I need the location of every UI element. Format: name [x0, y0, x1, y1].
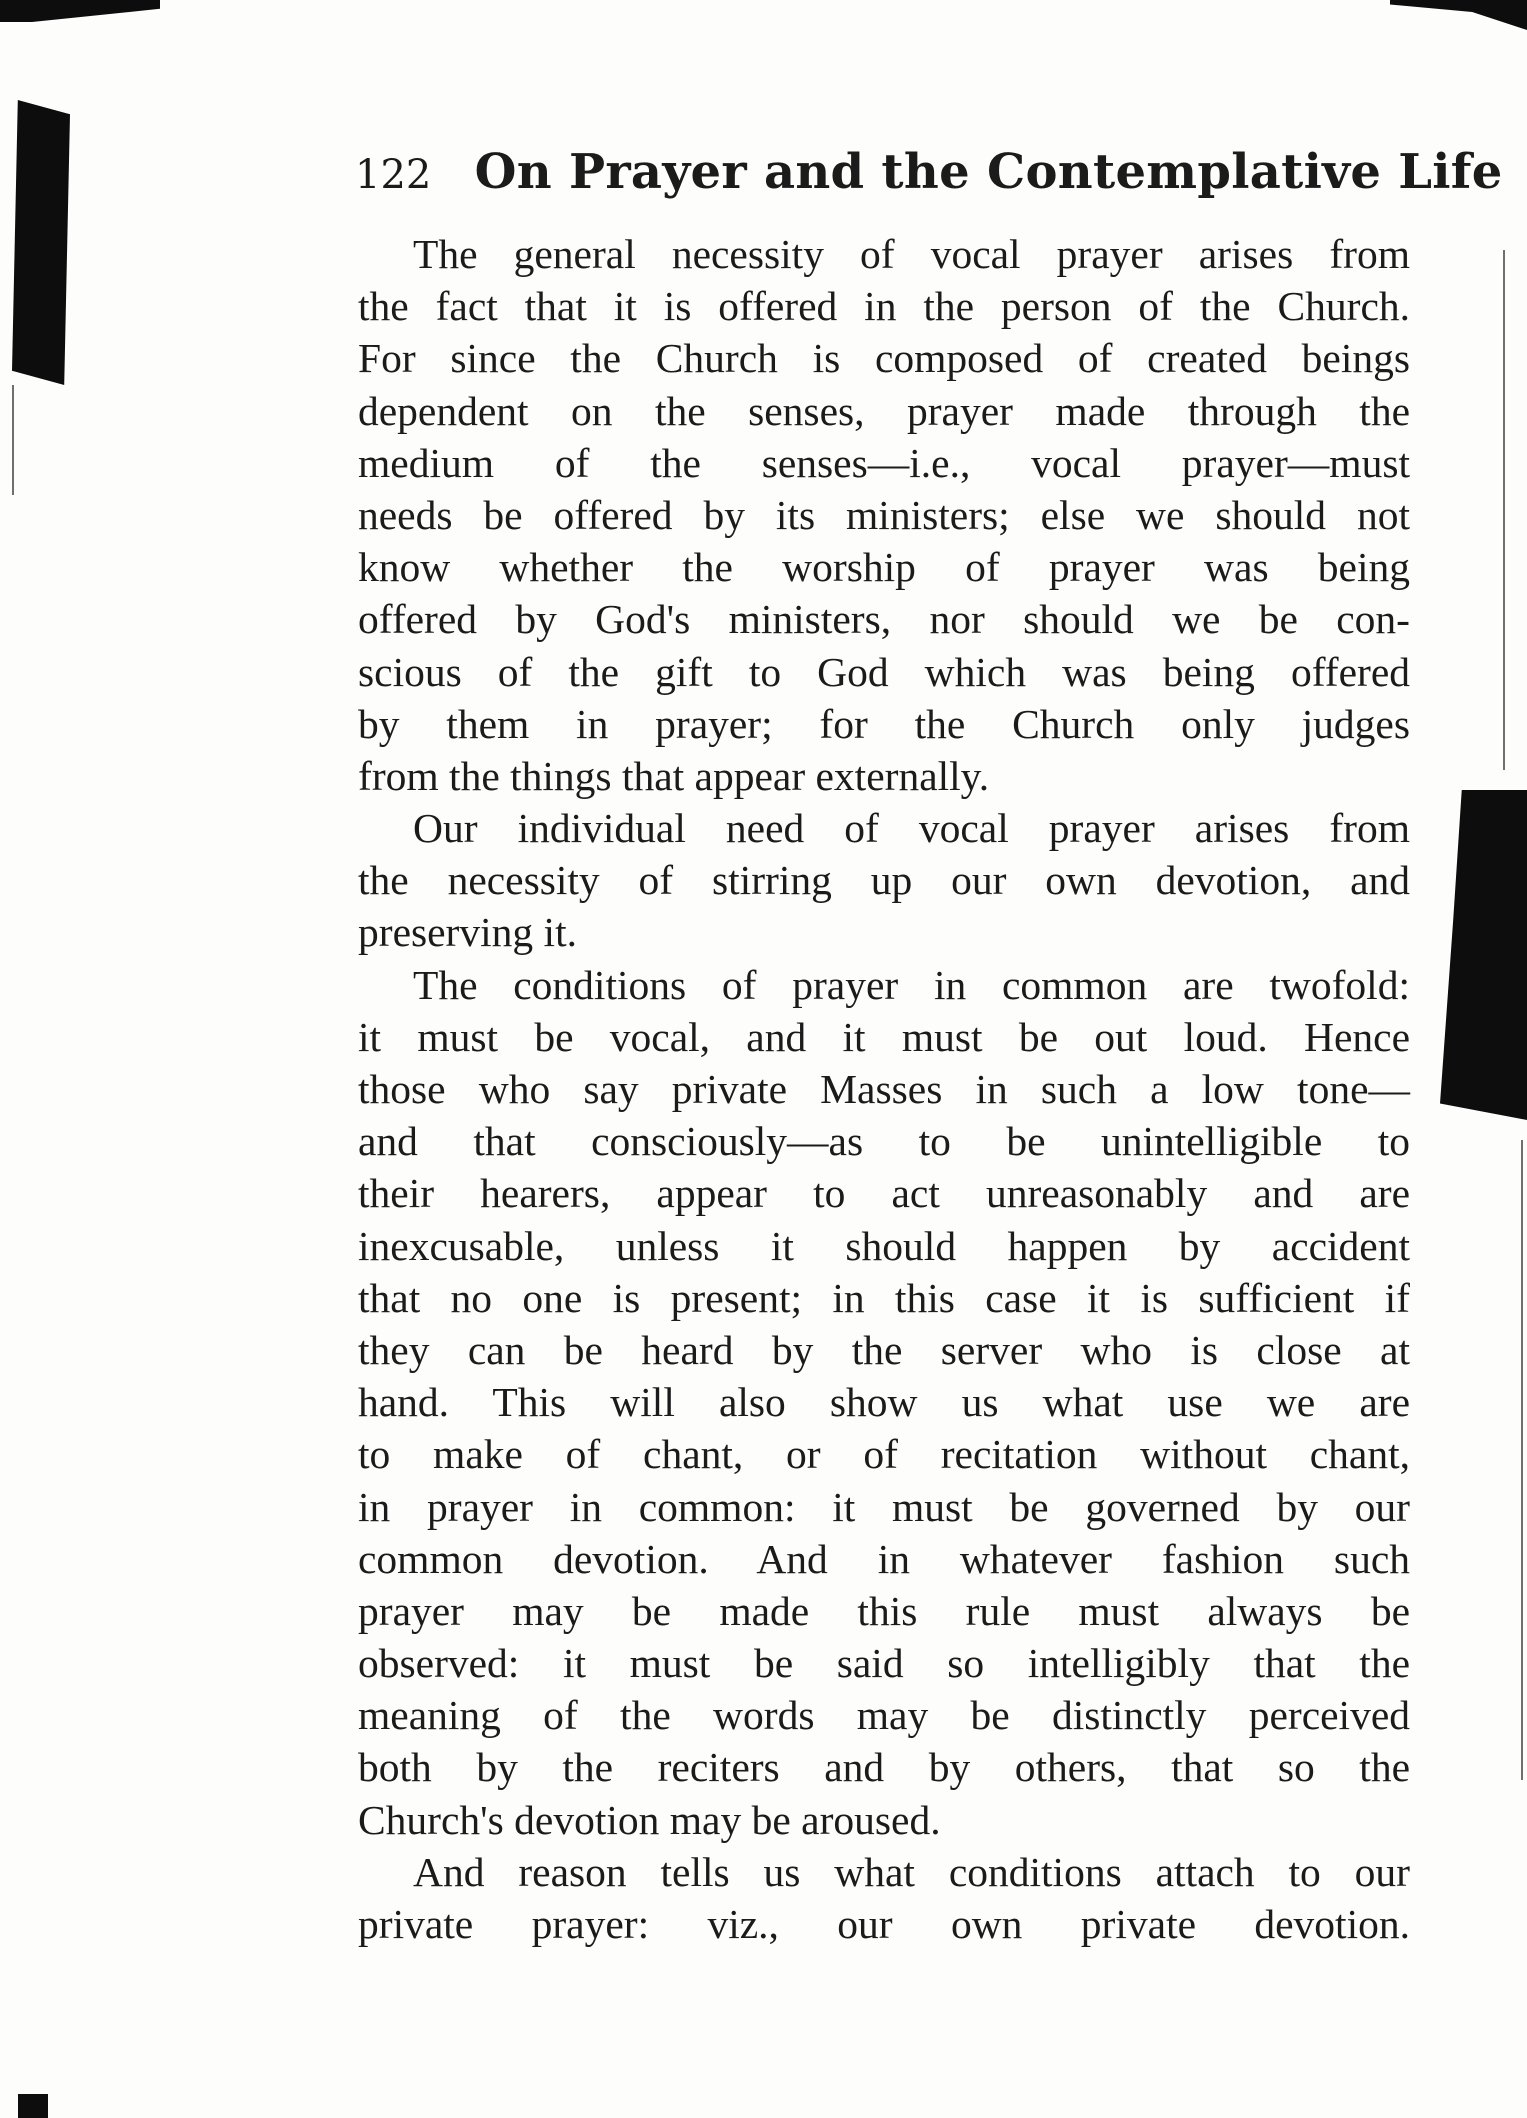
- text-line: and that consciously—as to be unintelligible to: [358, 1118, 1410, 1165]
- scan-edge-right-thin: [1503, 250, 1505, 770]
- scan-edge-top-left: [0, 0, 160, 22]
- text-line: And reason tells us what conditions attach to our: [413, 1848, 1410, 1895]
- text-line: Our individual need of vocal prayer arises from: [413, 805, 1410, 852]
- text-line: by them in prayer; for the Church only judges: [358, 700, 1410, 747]
- text-line: their hearers, appear to act unreasonably and are: [358, 1170, 1410, 1217]
- scan-edge-left-thin: [12, 385, 14, 495]
- scan-mark-bottom-left: [18, 2094, 48, 2118]
- text-line: scious of the gift to God which was being offered: [358, 648, 1410, 695]
- scan-edge-right-thin-lower: [1521, 1140, 1523, 1780]
- text-line: meaning of the words may be distinctly perceived: [358, 1692, 1410, 1739]
- text-line: prayer may be made this rule must always be: [358, 1587, 1410, 1634]
- text-line: that no one is present; in this case it is sufficient if: [358, 1274, 1410, 1321]
- text-line: medium of the senses—i.e., vocal prayer—must: [358, 439, 1410, 486]
- text-line: the necessity of stirring up our own devotion, and: [358, 857, 1410, 904]
- text-line: needs be offered by its ministers; else we should not: [358, 491, 1410, 538]
- text-line: from the things that appear externally.: [358, 752, 990, 799]
- text-line: in prayer in common: it must be governed by our: [358, 1483, 1410, 1530]
- text-line: they can be heard by the server who is close at: [358, 1326, 1410, 1373]
- scan-edge-top-right: [1390, 0, 1527, 30]
- text-line: The conditions of prayer in common are twofold:: [413, 961, 1410, 1008]
- text-line: inexcusable, unless it should happen by accident: [358, 1222, 1410, 1269]
- text-line: The general necessity of vocal prayer arises from: [413, 231, 1410, 277]
- scan-edge-left-bar: [12, 100, 70, 385]
- text-line: the fact that it is offered in the person of the Church.: [358, 283, 1410, 330]
- text-line: dependent on the senses, prayer made through the: [358, 387, 1410, 434]
- text-line: both by the reciters and by others, that so the: [358, 1744, 1410, 1791]
- text-line: private prayer: viz., our own private devotion.: [358, 1901, 1410, 1947]
- page-number: 122: [355, 152, 432, 198]
- text-line: hand. This will also show us what use we are: [358, 1379, 1410, 1426]
- text-line: know whether the worship of prayer was being: [358, 544, 1410, 591]
- text-line: those who say private Masses in such a low tone—: [358, 1066, 1410, 1112]
- running-title: On Prayer and the Contemplative Life: [474, 144, 1503, 200]
- body-text: [358, 228, 1410, 1950]
- text-line: For since the Church is composed of created beings: [358, 335, 1410, 382]
- text-line: Church's devotion may be aroused.: [358, 1796, 941, 1843]
- text-line: it must be vocal, and it must be out loud. Hence: [358, 1013, 1410, 1060]
- text-line: to make of chant, or of recitation without chant,: [358, 1431, 1410, 1478]
- text-line: preserving it.: [358, 909, 577, 956]
- text-line: common devotion. And in whatever fashion such: [358, 1535, 1410, 1582]
- scan-edge-right-bar: [1440, 790, 1527, 1120]
- text-line: offered by God's ministers, nor should we be con-: [358, 596, 1410, 643]
- text-line: observed: it must be said so intelligibly that the: [358, 1640, 1410, 1687]
- running-header: [355, 142, 1503, 205]
